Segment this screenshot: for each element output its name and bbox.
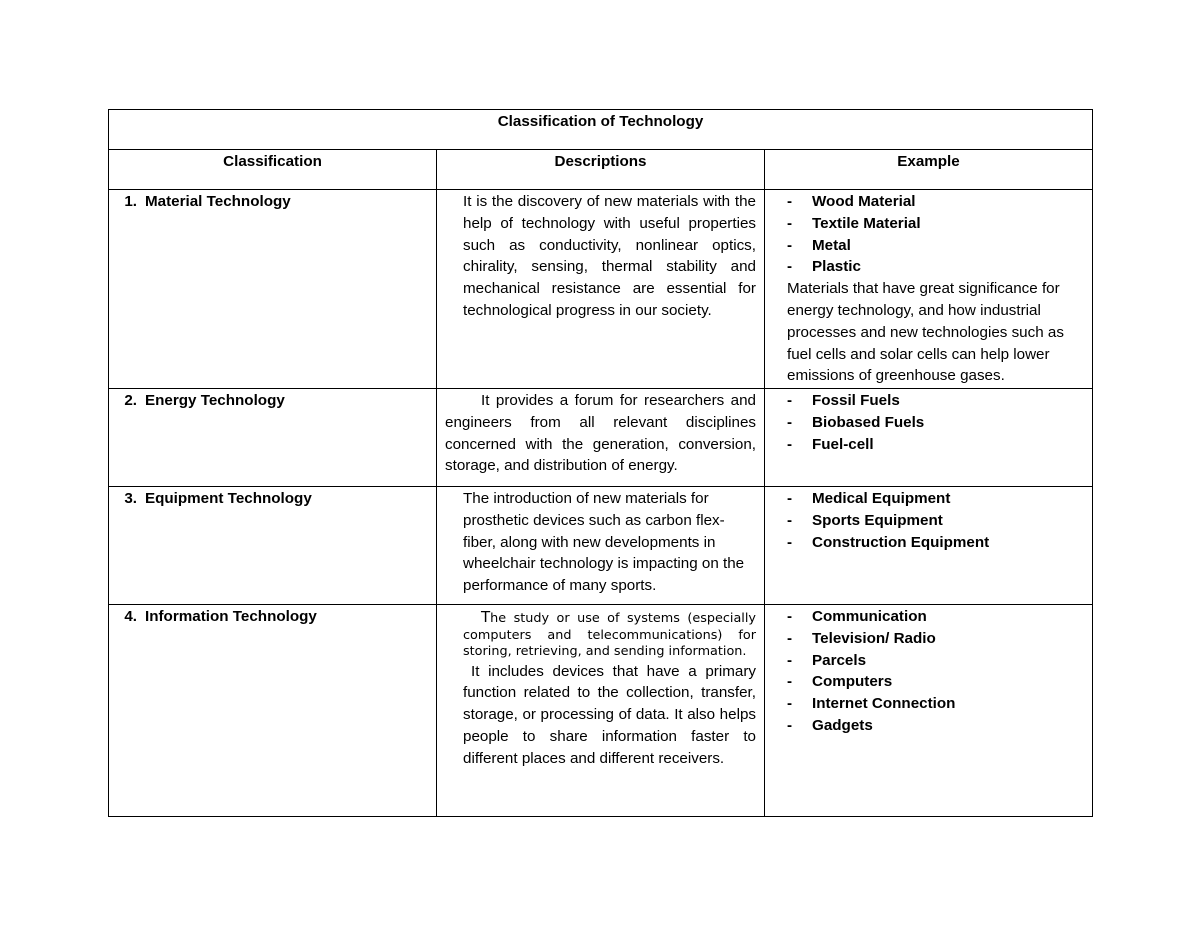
- list-item: [787, 510, 1084, 532]
- bullet-dash: -: [787, 629, 793, 647]
- example-list: [787, 390, 1084, 455]
- description-text-part2: It includes devices that have a primary function related to the collection, transfer, storage, or processing of data. It also helps people to share information faster to different places and different receivers.: [463, 662, 756, 767]
- bullet-dash: -: [787, 511, 793, 529]
- example-list: [787, 606, 1084, 737]
- example-label: Fossil Fuels: [812, 392, 900, 409]
- classification-name: Material Technology: [145, 193, 291, 210]
- classification-cell: [109, 605, 437, 817]
- bullet-dash: -: [787, 608, 793, 625]
- list-item: [787, 434, 1084, 456]
- description-cell: [437, 190, 765, 389]
- example-label: Plastic: [812, 258, 861, 276]
- list-item: [787, 191, 1084, 213]
- list-item: [787, 693, 1084, 715]
- description-text: It is the discovery of new materials with the help of technology with useful properties such as conductivity, nonlinear optics, chirality, sensing, thermal stability and mechanical resistance are essential for technological progress in our society.: [463, 193, 756, 319]
- example-label: Gadgets: [812, 716, 873, 734]
- bullet-dash: -: [787, 490, 793, 507]
- table-row: [109, 605, 1093, 817]
- example-label: Wood Material: [812, 193, 916, 210]
- description-first-letter: T: [481, 608, 491, 626]
- bullet-dash: -: [787, 533, 793, 551]
- bullet-dash: -: [787, 258, 793, 276]
- example-cell: [765, 605, 1093, 817]
- description-part1: he study or use of systems (especially computers and telecommunications) for storing, retrieving, and sending information.: [463, 611, 756, 659]
- list-item: [787, 390, 1084, 412]
- example-label: Computers: [812, 673, 893, 691]
- list-item: [787, 213, 1084, 235]
- bullet-dash: -: [787, 392, 793, 409]
- row-number: 4.: [124, 608, 137, 625]
- header-descriptions: Descriptions: [437, 150, 765, 190]
- list-item: [787, 606, 1084, 628]
- example-label: Television/ Radio: [812, 629, 936, 647]
- row-number: 1.: [124, 193, 137, 210]
- description-cell: [437, 605, 765, 817]
- example-label: Biobased Fuels: [812, 413, 925, 431]
- example-label: Metal: [812, 236, 851, 254]
- bullet-dash: -: [787, 236, 793, 254]
- row-number: 2.: [124, 392, 137, 409]
- row-number: 3.: [124, 490, 137, 507]
- bullet-dash: -: [787, 413, 793, 431]
- bullet-dash: -: [787, 716, 793, 734]
- description-text: It provides a forum for researchers and engineers from all relevant disciplines concerned with the generation, conversion, storage, and distribution of energy.: [445, 392, 756, 475]
- example-list: [787, 488, 1084, 553]
- example-label: Medical Equipment: [812, 490, 951, 507]
- description-cell: [437, 389, 765, 487]
- header-example: Example: [765, 150, 1093, 190]
- classification-name: Energy Technology: [145, 392, 285, 409]
- description-text: The introduction of new materials for prosthetic devices such as carbon flex-fiber, along with new developments in wheelchair technology is impacting on the performance of many sports.: [463, 490, 745, 595]
- example-cell: [765, 389, 1093, 487]
- description-cell: [437, 487, 765, 605]
- classification-name: Equipment Technology: [145, 490, 312, 507]
- description-text-part1: [463, 606, 756, 661]
- title-row: [109, 110, 1093, 150]
- example-label: Parcels: [812, 651, 867, 669]
- example-cell: [765, 487, 1093, 605]
- bullet-dash: -: [787, 214, 793, 232]
- list-item: [787, 412, 1084, 434]
- example-label: Textile Material: [812, 214, 921, 232]
- bullet-dash: -: [787, 695, 793, 713]
- example-label: Communication: [812, 608, 927, 625]
- list-item: [787, 256, 1084, 278]
- classification-cell: [109, 190, 437, 389]
- list-item: [787, 628, 1084, 650]
- bullet-dash: -: [787, 673, 793, 691]
- list-item: [787, 671, 1084, 693]
- example-label: Construction Equipment: [812, 533, 990, 551]
- list-item: [787, 650, 1084, 672]
- classification-cell: [109, 487, 437, 605]
- bullet-dash: -: [787, 435, 793, 453]
- list-item: [787, 488, 1084, 510]
- table-row: [109, 389, 1093, 487]
- example-note: Materials that have great significance for energy technology, and how industrial processes and new technologies such as fuel cells and solar cells can help lower emissions of greenhouse gases.: [787, 280, 1064, 385]
- classification-table: [108, 109, 1093, 817]
- header-row: [109, 150, 1093, 190]
- table-row: [109, 487, 1093, 605]
- classification-cell: [109, 389, 437, 487]
- list-item: [787, 715, 1084, 737]
- bullet-dash: -: [787, 193, 793, 210]
- list-item: [787, 532, 1084, 554]
- table-row: [109, 190, 1093, 389]
- table-title: Classification of Technology: [109, 110, 1093, 150]
- bullet-dash: -: [787, 651, 793, 669]
- example-cell: [765, 190, 1093, 389]
- example-label: Internet Connection: [812, 695, 956, 713]
- example-list: [787, 191, 1084, 278]
- example-label: Sports Equipment: [812, 511, 943, 529]
- header-classification: Classification: [109, 150, 437, 190]
- classification-name: Information Technology: [145, 608, 317, 625]
- list-item: [787, 235, 1084, 257]
- example-label: Fuel-cell: [812, 435, 874, 453]
